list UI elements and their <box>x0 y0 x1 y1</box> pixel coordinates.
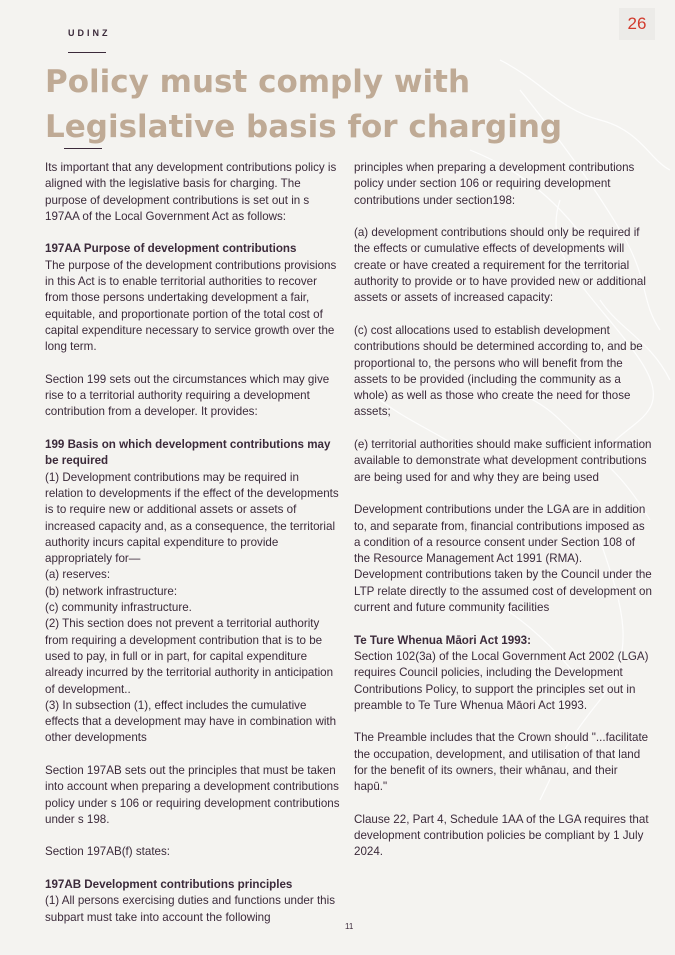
s199-item-c: (c) community infrastructure. <box>45 601 192 615</box>
title-divider <box>64 148 102 149</box>
s197ab-subsection-1: (1) All persons exercising duties and functions under this subpart must take into account the following <box>45 894 336 924</box>
footer-page-number: 11 <box>345 922 354 931</box>
ttwm-heading: Te Ture Whenua Māori Act 1993: <box>354 633 531 647</box>
s197aa-heading: 197AA Purpose of development contributions <box>45 242 297 256</box>
clause22-paragraph: Clause 22, Part 4, Schedule 1AA of the LGA requires that development contribution policies be compliant by 1 July 2024. <box>354 812 649 859</box>
s197ab-heading: 197AB Development contributions principles <box>45 878 293 892</box>
principle-a: (a) development contributions should only be required if the effects or cumulative effects of developments will create or have created a requirement for the territorial authority to provide or to have provided new or additional assets or assets of increased capacity: <box>354 226 646 305</box>
page-title-line-2: Legislative basis for charging <box>45 109 563 145</box>
ttwm-body: Section 102(3a) of the Local Government Act 2002 (LGA) requires Council policies, including the Development Contributions Policy, to support the principles set out in preamble to Te Ture Whenua Māori Act 1993. <box>354 649 649 712</box>
page-title-line-1: Policy must comply with <box>45 64 471 100</box>
principle-e: (e) territorial authorities should make sufficient information available to demonstrate what development contributions are being used for and why they are being used <box>354 438 652 484</box>
page-title <box>45 60 605 150</box>
s199-subsection-3: (3) In subsection (1), effect includes the cumulative effects that a development may have in combination with other developments <box>45 698 337 745</box>
intro-paragraph: Its important that any development contributions policy is aligned with the legislative basis for charging. The purpose of development contributions is set out in s 197AA of the Local Government Act as follows: <box>45 161 337 223</box>
lga-rma-paragraph: Development contributions under the LGA are in addition to, and separate from, financial contributions imposed as a condition of a resource consent under Section 108 of the Resource Management Act 1991 (RMA). Development contributions taken by the Council under the LTP relate directly to the assumed cost of development on current and future community facilities <box>354 503 652 615</box>
principle-c: (c) cost allocations used to establish development contributions should be determined according to, and be proportional to, the persons who will benefit from the assets to be provided (including the community as a whole) as well as those who create the need for those assets; <box>354 323 643 419</box>
brand-divider <box>68 52 106 53</box>
s197abf-statement: Section 197AB(f) states: <box>45 845 171 859</box>
brand-label: UDINZ <box>68 28 111 38</box>
preamble-paragraph: The Preamble includes that the Crown should "...facilitate the occupation, development, and utilisation of that land for the benefit of its owners, their whānau, and their hapū." <box>354 731 649 794</box>
s199-item-b: (b) network infrastructure: <box>45 584 178 598</box>
s197ab-intro: Section 197AB sets out the principles that must be taken into account when preparing a development contributions policy under s 106 or requiring development contributions under s 198. <box>45 763 340 826</box>
s199-intro: Section 199 sets out the circumstances which may give rise to a territorial authority requiring a development contribution from a developer. It provides: <box>45 372 330 419</box>
s197aa-body: The purpose of the development contributions provisions in this Act is to enable territorial authorities to recover from those persons undertaking development a fair, equitable, and proportionate portion of the total cost of capital expenditure necessary to service growth over the long term. <box>45 258 337 354</box>
page-number: 26 <box>619 8 655 40</box>
principles-continuation: principles when preparing a development contributions policy under section 106 or requiring development contributions under section198: <box>354 161 635 207</box>
s199-item-a: (a) reserves: <box>45 568 111 582</box>
s199-subsection-2: (2) This section does not prevent a territorial authority from requiring a development contribution that is to be used to pay, in full or in part, for capital expenditure already incurred by the territorial authority in anticipation of development.. <box>45 617 334 696</box>
s199-subsection-1: (1) Development contributions may be required in relation to developments if the effect of the developments is to require new or additional assets or assets of increased capacity and, as a consequence, the territorial authority incurs capital expenditure to provide appropriately for— <box>45 470 339 566</box>
right-column <box>354 160 652 861</box>
left-column <box>45 160 340 926</box>
s199-heading: 199 Basis on which development contributions may be required <box>45 438 331 468</box>
